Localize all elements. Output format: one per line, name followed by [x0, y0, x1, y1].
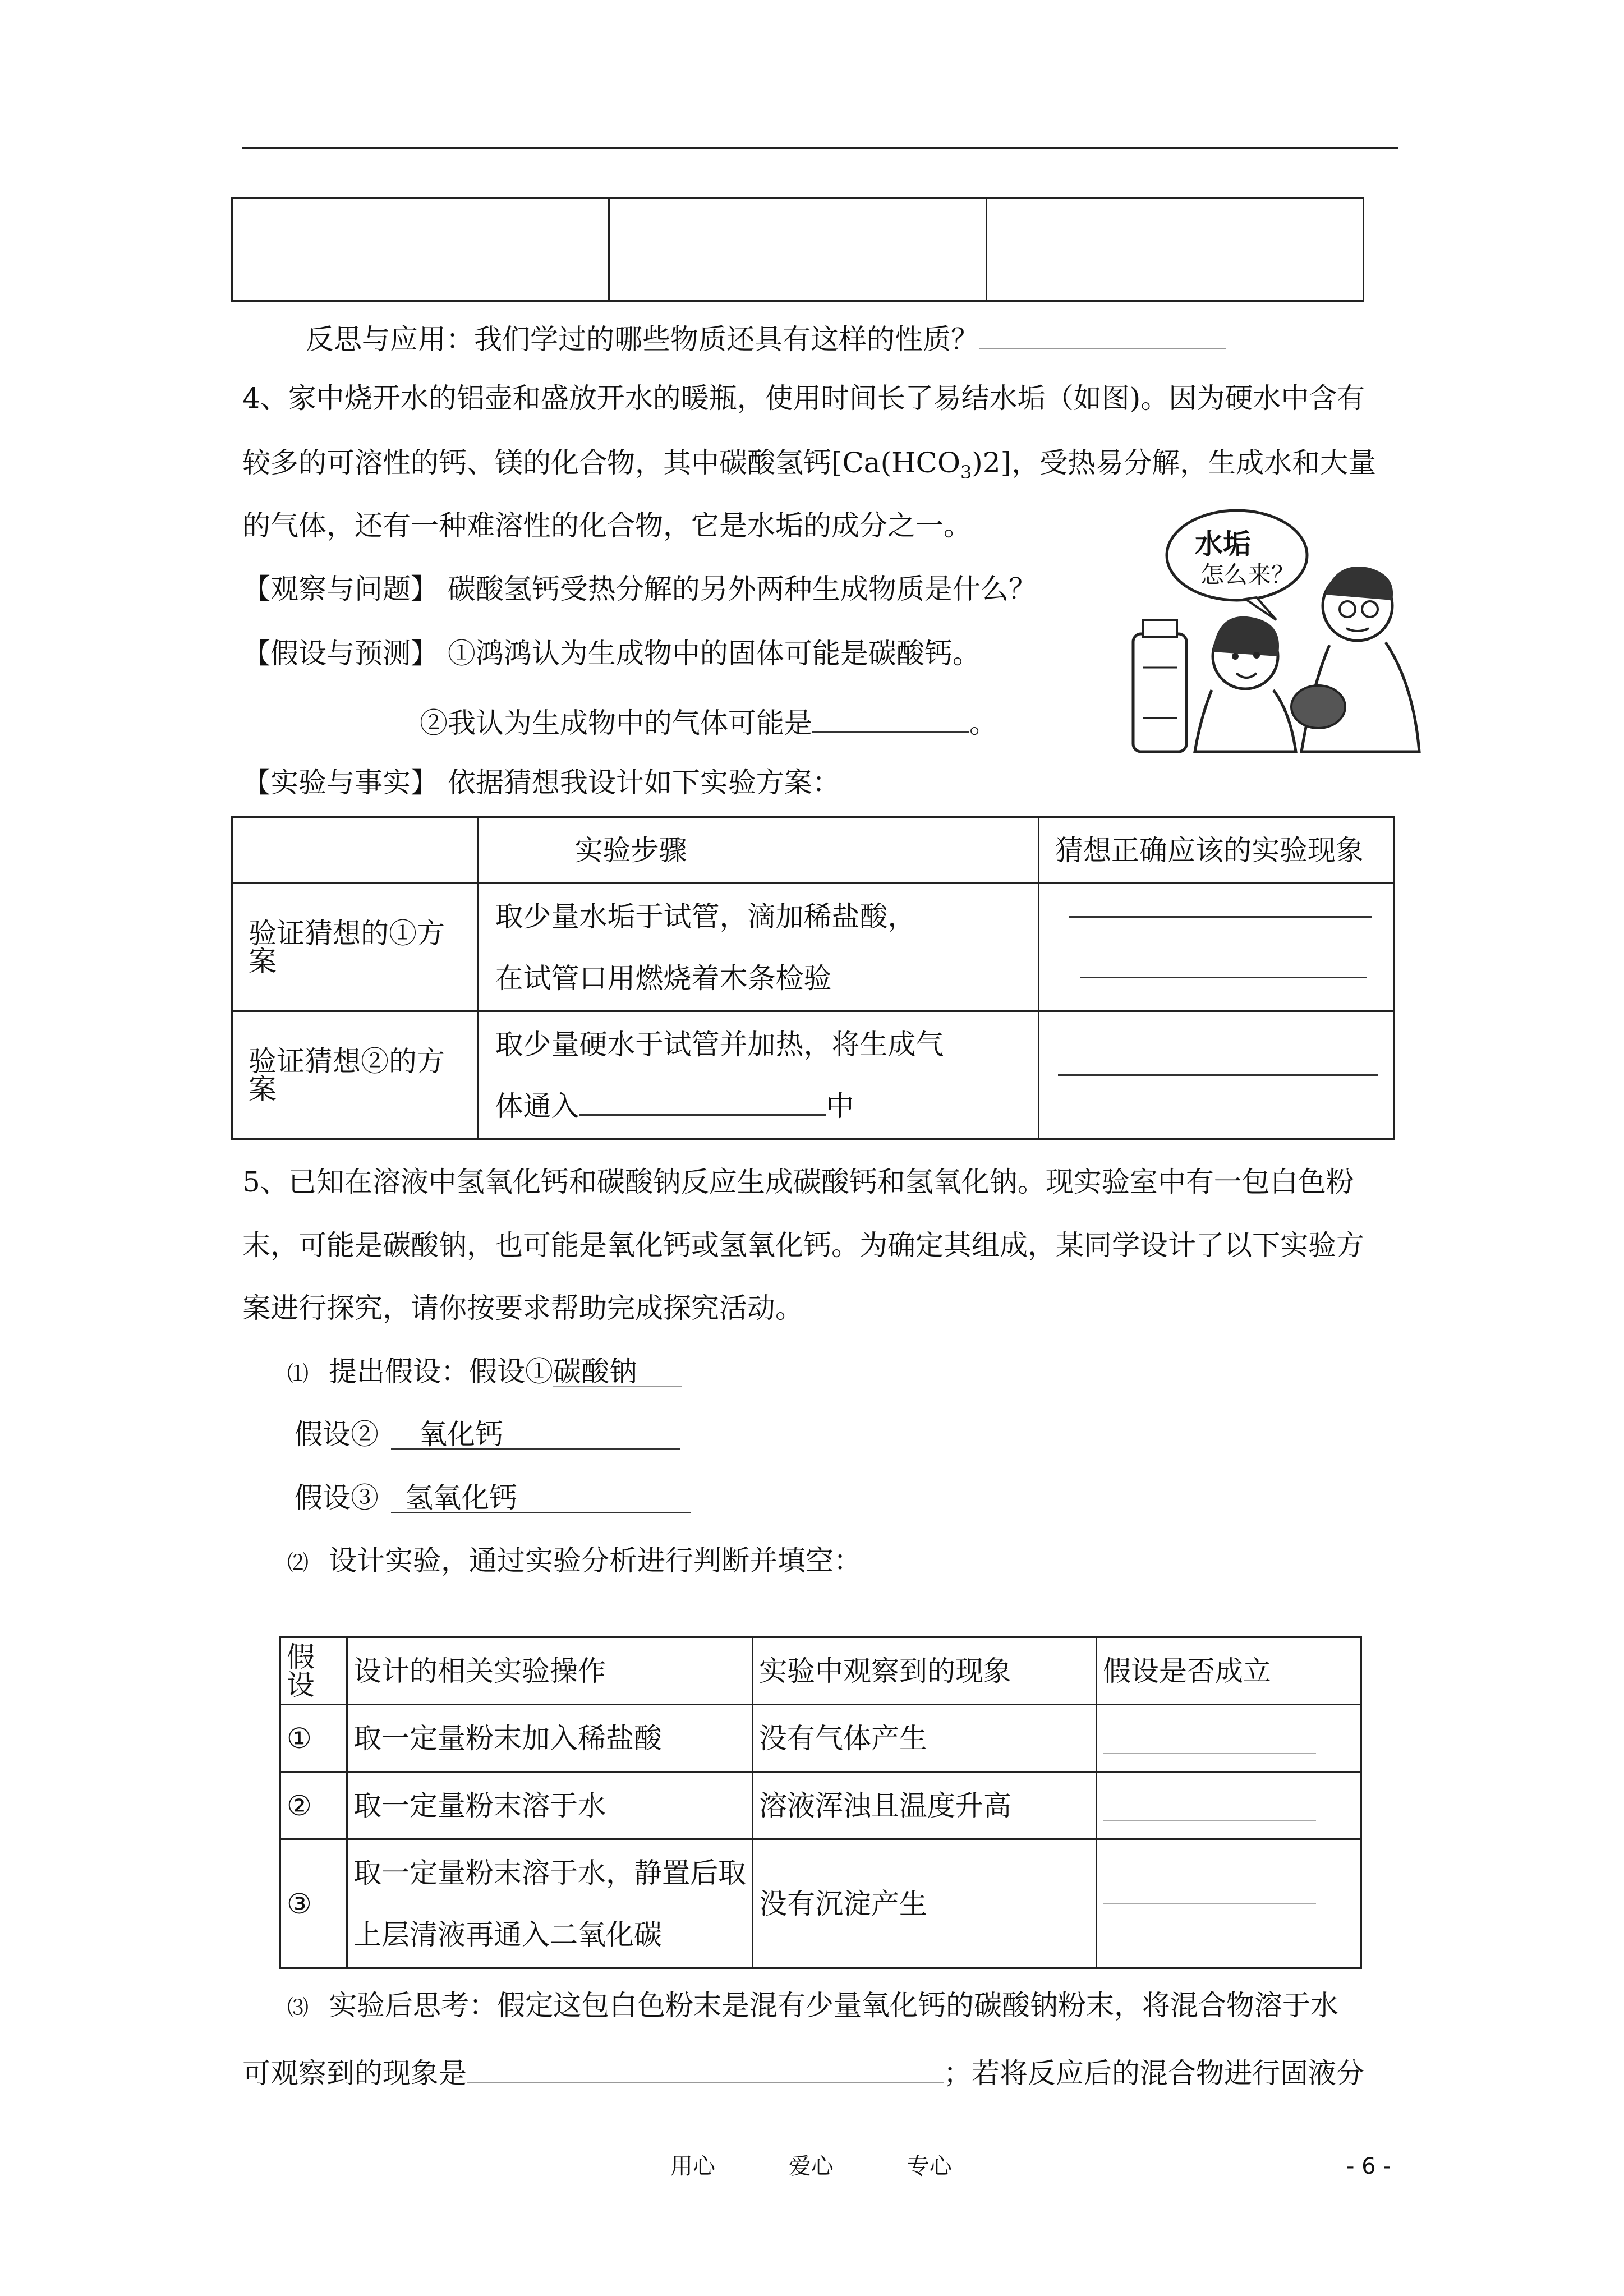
page-number: - 6 -	[1346, 2154, 1391, 2179]
q4-row2-step: 取少量硬水于试管并加热，将生成气 体通入 中	[479, 1011, 1039, 1139]
top-table-cell	[232, 199, 609, 301]
top-table	[231, 197, 1364, 302]
q5-hyp2-line: 假设② 氧化钙	[295, 1420, 680, 1450]
q5-header-operation: 设计的相关实验操作	[347, 1637, 753, 1705]
formula-subscript-2: )2	[972, 447, 1001, 479]
q5-part3-line-1: ⑶ 实验后思考：假定这包白色粉末是混有少量氧化钙的碳酸钠粉末，将混合物溶于水	[287, 1989, 1339, 2022]
reflection-blank	[979, 321, 1226, 349]
experiment-intro-line: 【实验与事实】 依据猜想我设计如下实验方案：	[242, 766, 840, 799]
q5-row-valid	[1097, 1839, 1361, 1968]
q4-line-1: 4、家中烧开水的铝壶和盛放开水的暖瓶，使用时间长了易结水垢（如图)。因为硬水中含有	[242, 382, 1365, 415]
q4-row2-answer	[1039, 1011, 1395, 1139]
q5-line-1: 5、已知在溶液中氢氧化钙和碳酸钠反应生成碳酸钙和氢氧化钠。现实验室中有一包白色粉	[242, 1166, 1354, 1198]
q4-row2-label: 验证猜想②的方案	[232, 1011, 479, 1139]
hypothesis-line-2: ②我认为生成物中的气体可能是 。	[420, 704, 997, 737]
q5-row-operation: 取一定量粉末加入稀盐酸	[347, 1705, 753, 1772]
q5-part2-line: ⑵ 设计实验，通过实验分析进行判断并填空：	[287, 1544, 862, 1577]
q5-part1-line: ⑴ 提出假设：假设①碳酸钠	[287, 1358, 682, 1387]
q4-row1-label: 验证猜想的①方案	[232, 884, 479, 1011]
q5-part3-line-2: 可观察到的现象是 ；若将反应后的混合物进行固液分	[242, 2055, 1364, 2087]
answer-blank[interactable]	[1069, 916, 1372, 918]
q5-row-observation: 溶液浑浊且温度升高	[753, 1772, 1097, 1839]
q5-line-3: 案进行探究，请你按要求帮助完成探究活动。	[242, 1292, 803, 1324]
q5-row-operation: 取一定量粉末溶于水，静置后取 上层清液再通入二氧化碳	[347, 1839, 753, 1968]
footer-motto: 用心 爱心 专心	[670, 2154, 952, 2179]
q5-row-observation: 没有气体产生	[753, 1705, 1097, 1772]
answer-blank[interactable]	[1058, 1074, 1378, 1076]
q4-row1-answer	[1039, 884, 1395, 1011]
q5-row-observation: 没有沉淀产生	[753, 1839, 1097, 1968]
formula-subscript: 3	[960, 462, 972, 483]
answer-blank[interactable]	[1080, 977, 1367, 978]
q5-header-observation: 实验中观察到的现象	[753, 1637, 1097, 1705]
q5-hyp3-line: 假设③ 氢氧化钙	[295, 1484, 691, 1513]
q5-row-num: ②	[280, 1772, 347, 1839]
bubble-text-2: 怎么来？	[1200, 561, 1295, 588]
hypothesis3-answer[interactable]: 氢氧化钙	[391, 1484, 691, 1513]
gas-answer-blank[interactable]	[812, 704, 969, 733]
gas-reagent-blank[interactable]	[579, 1087, 826, 1116]
observe-line: 【观察与问题】 碳酸氢钙受热分解的另外两种生成物质是什么？	[242, 573, 1037, 605]
q5-row-num: ③	[280, 1839, 347, 1968]
q4-row1-step: 取少量水垢于试管，滴加稀盐酸， 在试管口用燃烧着木条检验	[479, 884, 1039, 1011]
q5-row-num: ①	[280, 1705, 347, 1772]
q5-header-valid: 假设是否成立	[1097, 1637, 1361, 1705]
q5-row-valid	[1097, 1705, 1361, 1772]
q4-experiment-table	[231, 816, 1395, 1140]
header-rule	[242, 147, 1398, 149]
hypothesis-line-1: 【假设与预测】 ①鸿鸿认为生成物中的固体可能是碳酸钙。	[242, 637, 981, 670]
valid-answer-blank[interactable]	[1103, 1903, 1316, 1904]
q5-hypothesis-table	[279, 1636, 1362, 1969]
hypothesis2-answer[interactable]: 氧化钙	[391, 1420, 680, 1450]
q4-table-header-steps: 实验步骤	[479, 817, 1039, 884]
reflection-text: 反思与应用：我们学过的哪些物质还具有这样的性质？	[306, 323, 979, 356]
top-table-cell	[609, 199, 986, 301]
top-table-cell	[986, 199, 1363, 301]
q5-row-operation: 取一定量粉末溶于水	[347, 1772, 753, 1839]
valid-answer-blank[interactable]	[1103, 1820, 1316, 1821]
phenomenon-answer-blank[interactable]	[467, 2055, 944, 2083]
valid-answer-blank[interactable]	[1103, 1753, 1316, 1754]
q5-line-2: 末，可能是碳酸钠，也可能是氧化钙或氢氧化钙。为确定其组成，某同学设计了以下实验方	[242, 1229, 1364, 1262]
hypothesis1-answer[interactable]: 碳酸钠	[553, 1358, 682, 1387]
q5-row-valid	[1097, 1772, 1361, 1839]
q4-table-header-phenomena: 猜想正确应该的实验现象	[1039, 817, 1395, 884]
q4-line-2: 较多的可溶性的钙、镁的化合物，其中碳酸氢钙$[Ca(HCO_3)2]$，受热易分解，生成水和大量	[242, 447, 1377, 483]
reflection-line	[306, 321, 1226, 356]
bubble-text-1: 水垢	[1195, 528, 1251, 560]
q4-table-header-empty	[232, 817, 479, 884]
q4-line-3: 的气体，还有一种难溶性的化合物，它是水垢的成分之一。	[242, 509, 972, 542]
cartoon-svg	[1116, 505, 1430, 769]
cartoon-illustration	[1116, 505, 1430, 769]
q5-header-hypothesis: 假设	[280, 1637, 347, 1705]
